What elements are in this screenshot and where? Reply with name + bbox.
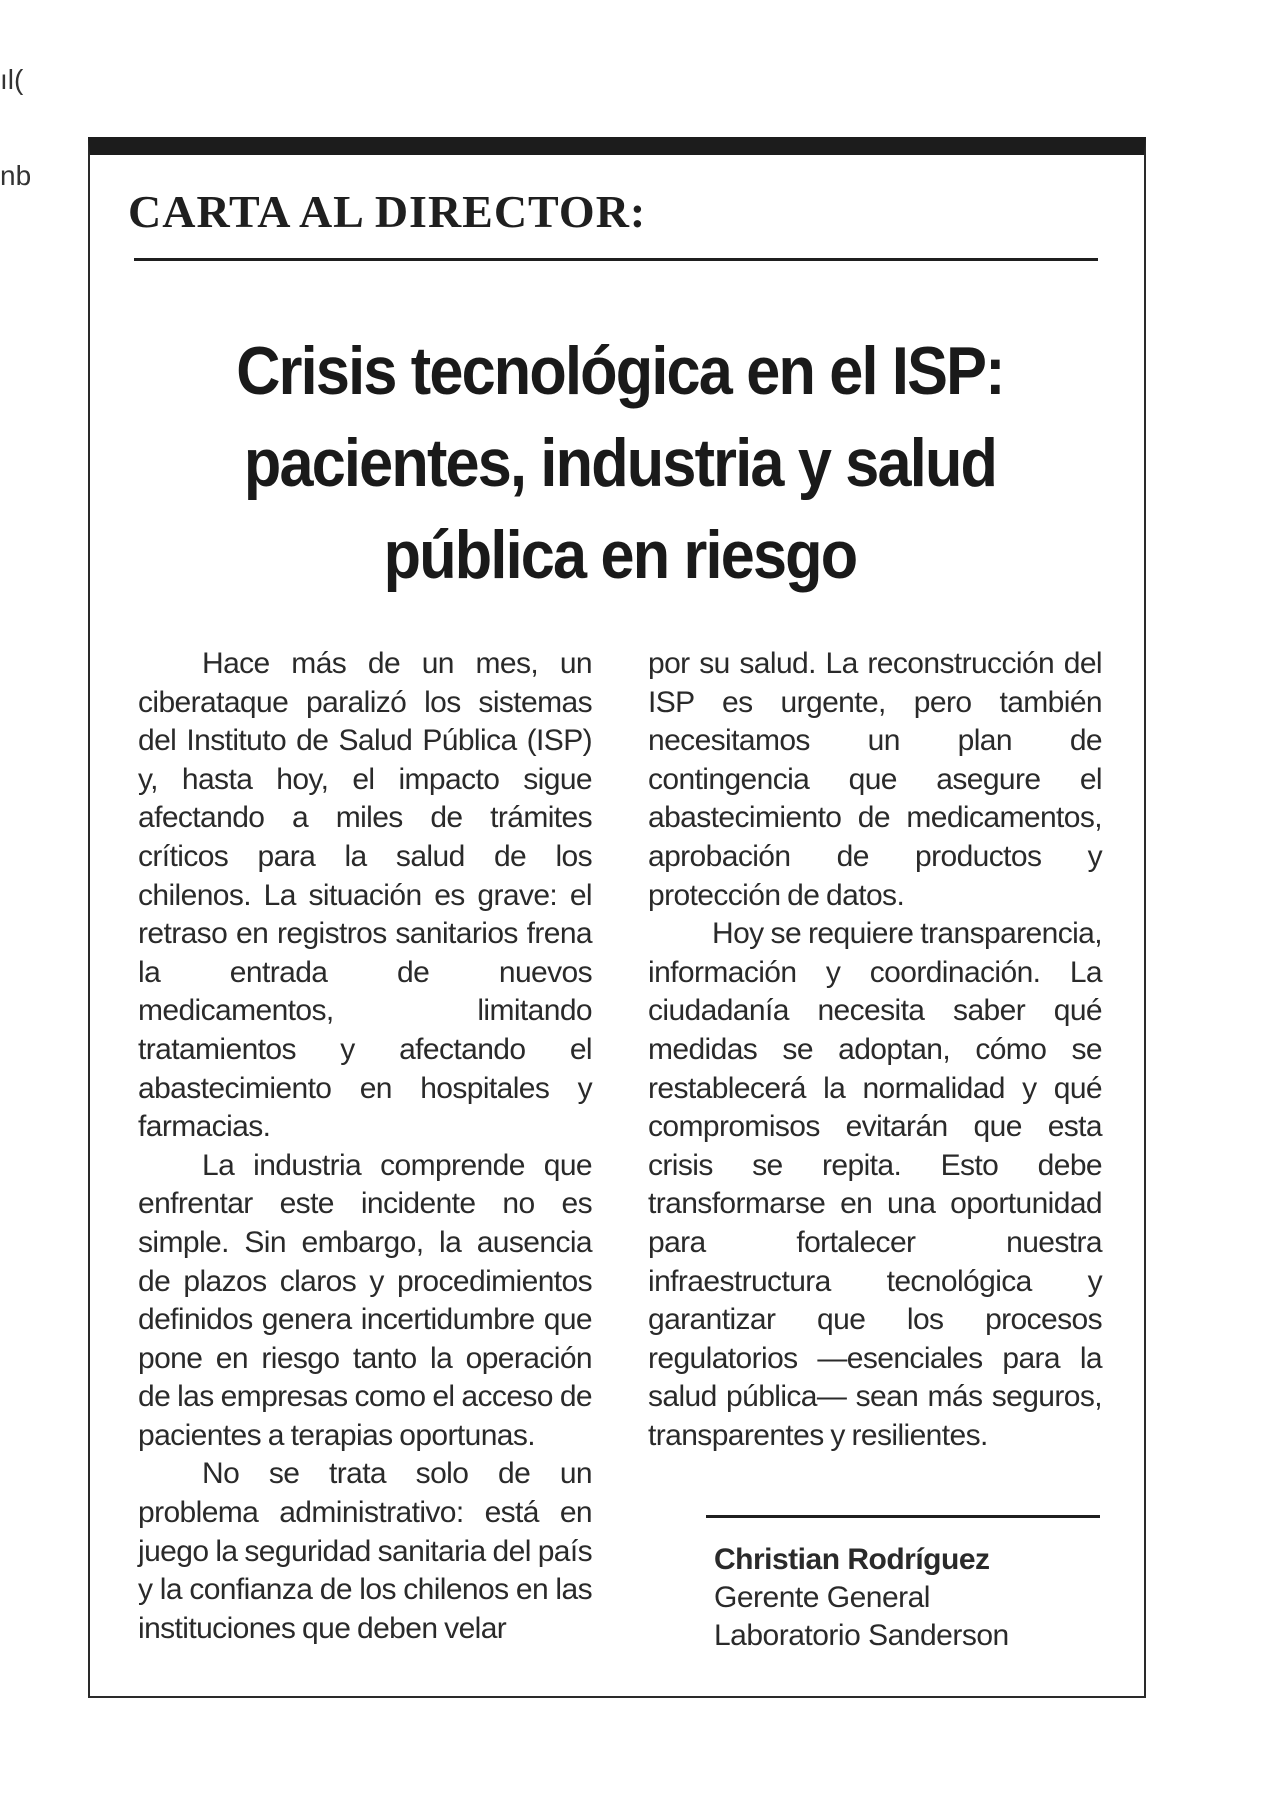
headline (179, 325, 1061, 601)
headline-line-1: Crisis tecnológica en el ISP: (236, 333, 1004, 409)
paragraph-continued: por su salud. La reconstrucción del ISP es urgente, pero también necesitamos un plan de contingencia que asegure el abastecimiento de medicamentos, aprobación de productos y protección de datos. (648, 647, 1102, 912)
header-rule (134, 258, 1098, 261)
paragraph: La industria comprende que enfrentar este incidente no es simple. Sin embargo, la ausencia de plazos claros y procedimientos definidos genera incertidumbre que pone en riesgo tanto la operación de las empresas como el acceso de pacientes a terapias oportunas. (138, 1148, 592, 1452)
signature-name: Christian Rodríguez (714, 1543, 990, 1576)
signature-title: Gerente General (714, 1581, 930, 1614)
cropped-text-fragment (0, 0, 31, 224)
signature-company: Laboratorio Sanderson (714, 1619, 1009, 1652)
body-column-right (648, 645, 1102, 1455)
headline-line-3: pública en riesgo (383, 517, 857, 593)
signature-rule (706, 1515, 1100, 1518)
cropped-text-line-1: ıl( (0, 64, 24, 95)
paragraph: Hace más de un mes, un ciberataque paralizó los sistemas del Instituto de Salud Pública (ISP) y, hasta hoy, el impacto sigue afectando a miles de trámites críticos para la salud de los chilenos. La situación es grave: el retraso en registros sanitarios frena la entrada de nuevos medicamentos, limitando tratamientos y afectando el abastecimiento en hospitales y farmacias. (138, 647, 592, 1144)
paragraph: No se trata solo de un problema administrativo: está en juego la seguridad sanitaria del país y la confianza de los chilenos en las instituciones que deben velar (138, 1457, 592, 1645)
signature-block (714, 1541, 1009, 1655)
section-header: CARTA AL DIRECTOR: (128, 186, 647, 237)
letter-box (88, 137, 1146, 1698)
headline-line-2: pacientes, industria y salud (243, 425, 997, 501)
body-column-left (138, 645, 592, 1648)
paragraph: Hoy se requiere transparencia, información y coordinación. La ciudadanía necesita saber qué medidas se adoptan, cómo se restablecerá la normalidad y qué compromisos evitarán que esta crisis se repita. Esto debe transformarse en una oportunidad para fortalecer nuestra infraestructura tecnológica y garantizar que los procesos regulatorios —esenciales para la salud pública— sean más seguros, transparentes y resilientes. (648, 917, 1102, 1452)
cropped-text-line-2: nb (0, 160, 32, 191)
